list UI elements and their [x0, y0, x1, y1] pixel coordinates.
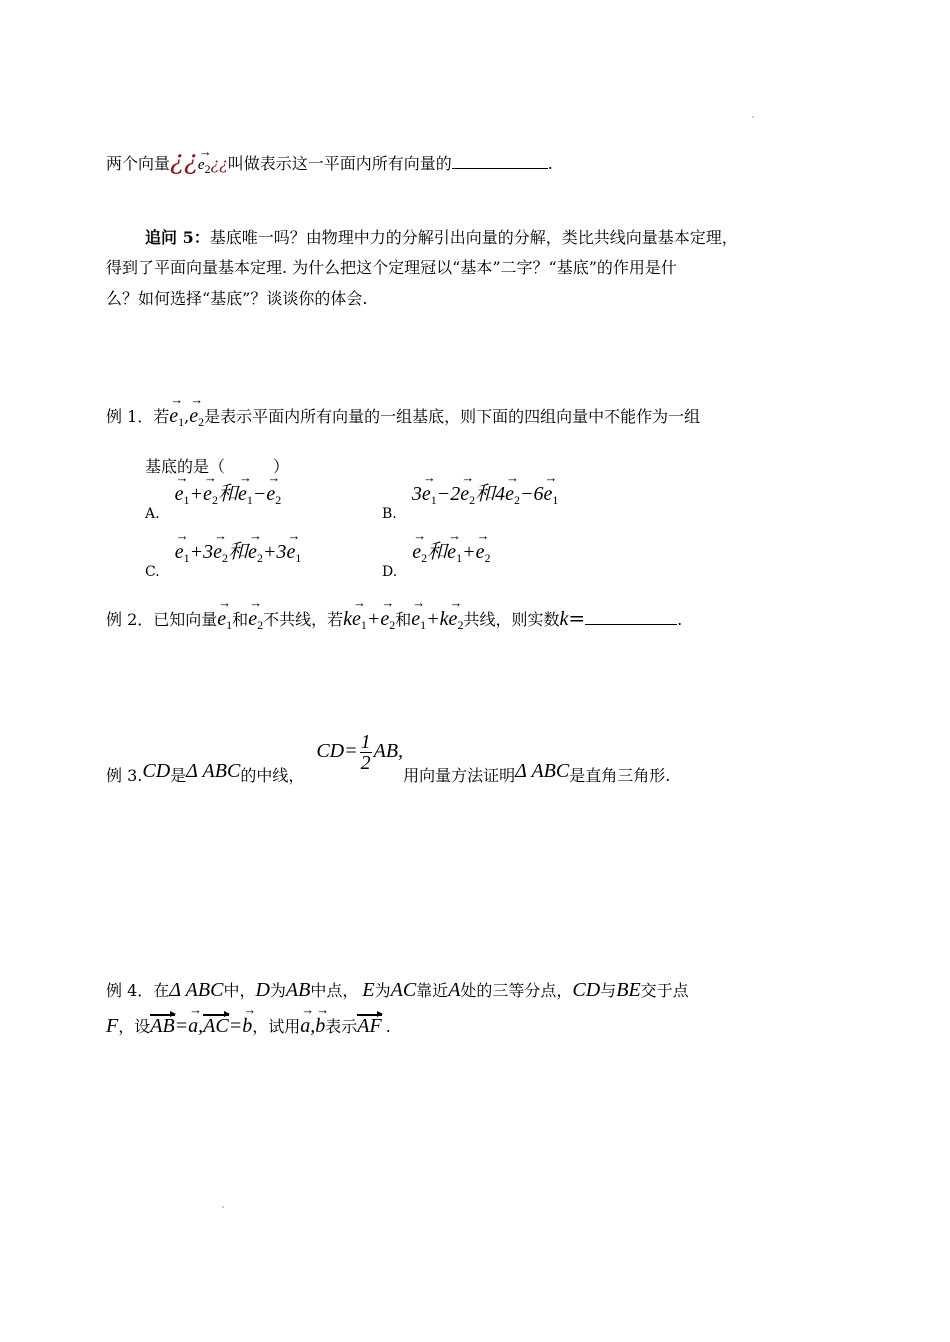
follow-up-line-1: 追问 5：基底唯一吗？由物理中力的分解引出向量的分解，类比共线向量基本定理，: [145, 228, 738, 247]
segment-ac: AC: [390, 979, 417, 1001]
segment-be: BE: [616, 979, 641, 1001]
vector-e1: → $e_1$: [217, 607, 232, 632]
point-d: D: [255, 979, 270, 1001]
triangle-abc: Δ ABC: [515, 760, 570, 783]
k-equals: k: [559, 608, 569, 630]
basis-definition-line: 两个向量¿¿→ $e_2¿¿$叫做表示这一平面内所有向量的 .: [106, 146, 553, 177]
option-b-formula: $3\to e_1-2\to e_2$和$4\to e_2-6\to e_1$: [412, 483, 559, 505]
example-1-line-1: 例 1．若→ $e_1,\to e_2$是表示平面内所有向量的一组基底，则下面的四组向量中不能作为一组: [106, 404, 700, 429]
option-c[interactable]: C. → $e_1+3\to e_2$和→ $e_2+3\to e_1$: [145, 540, 301, 565]
point-e: E: [362, 979, 375, 1001]
scan-dot: [222, 1206, 224, 1208]
vector-e2: → $e_2$: [198, 156, 211, 176]
example-1-line-2: 基底的是（ ）: [145, 457, 290, 476]
segment-cd: CD: [142, 760, 171, 783]
option-b[interactable]: B. $3\to e_1-2\to e_2$和$4\to e_2-6\to e_1$: [382, 482, 558, 507]
follow-up-line-2: 得到了平面向量基本定理. 为什么把这个定理冠以“基本”二字？“基底”的作用是什: [106, 258, 677, 277]
segment-cd: CD: [572, 979, 601, 1001]
triangle-abc: Δ ABC: [169, 979, 224, 1001]
vector-ab-equals-a: AB=→ a,AC=→ b: [150, 1015, 252, 1037]
follow-up-label: 追问 5：: [145, 228, 210, 247]
option-c-formula: → $e_1+3\to e_2$和→ $e_2+3\to e_1$: [175, 541, 302, 563]
equation-cd-half-ab: CD= $\frac{1}{2}$ AB,: [316, 731, 404, 774]
vector-e2: → $e_2$: [189, 404, 204, 429]
answer-blank[interactable]: [585, 610, 677, 625]
point-f: F: [106, 1015, 119, 1037]
garbled-glyph: ¿¿: [170, 146, 198, 176]
option-d[interactable]: D. → $e_2$和→ $e_1+\to e_2$: [382, 540, 490, 565]
garbled-glyph: ¿¿: [210, 154, 228, 173]
expression-e1-plus-k-e2: → $e_1+k\to e_2$: [411, 608, 463, 630]
option-d-formula: → $e_2$和→ $e_1+\to e_2$: [412, 541, 490, 563]
option-a-formula: → $e_1+\to e_2$和→ $e_1-\to e_2$: [175, 483, 282, 505]
triangle-abc: Δ ABC: [186, 760, 241, 783]
point-a: A: [448, 979, 461, 1001]
vector-e2: → $e_2$: [248, 607, 263, 632]
answer-blank[interactable]: [452, 154, 548, 169]
example-4-line-2: F，设AB=→ a,AC=→ b，试用→ a,→ b表示AF .: [106, 1014, 391, 1038]
vector-af: AF: [357, 1015, 382, 1037]
vectors-a-b: → a,→ b: [300, 1015, 325, 1037]
follow-up-line-3: 么？如何选择“基底”？谈谈你的体会.: [106, 289, 368, 308]
example-4-line-1: 例 4．在Δ ABC中，D为AB中点， E为AC靠近A处的三等分点，CD与BE交于点: [106, 979, 689, 1001]
example-2-line: 例 2．已知向量→ $e_1$和→ $e_2$不共线，若$k\to e_1+\to e_2$和→ $e_1+k\to e_2$共线，则实数k= .: [106, 606, 682, 632]
scan-dot: [752, 116, 754, 118]
example-3-line: 例 3.CD是Δ ABC的中线，CD= $\frac{1}{2}$ AB,用向量方法证明Δ ABC是直角三角形.: [106, 731, 671, 786]
segment-ab: AB: [285, 979, 311, 1001]
vector-e1: → $e_1$: [169, 404, 184, 429]
expression-k-e1-plus-e2: $k\to e_1+\to e_2$: [343, 608, 395, 630]
option-a[interactable]: A. → $e_1+\to e_2$和→ $e_1-\to e_2$: [145, 482, 281, 507]
